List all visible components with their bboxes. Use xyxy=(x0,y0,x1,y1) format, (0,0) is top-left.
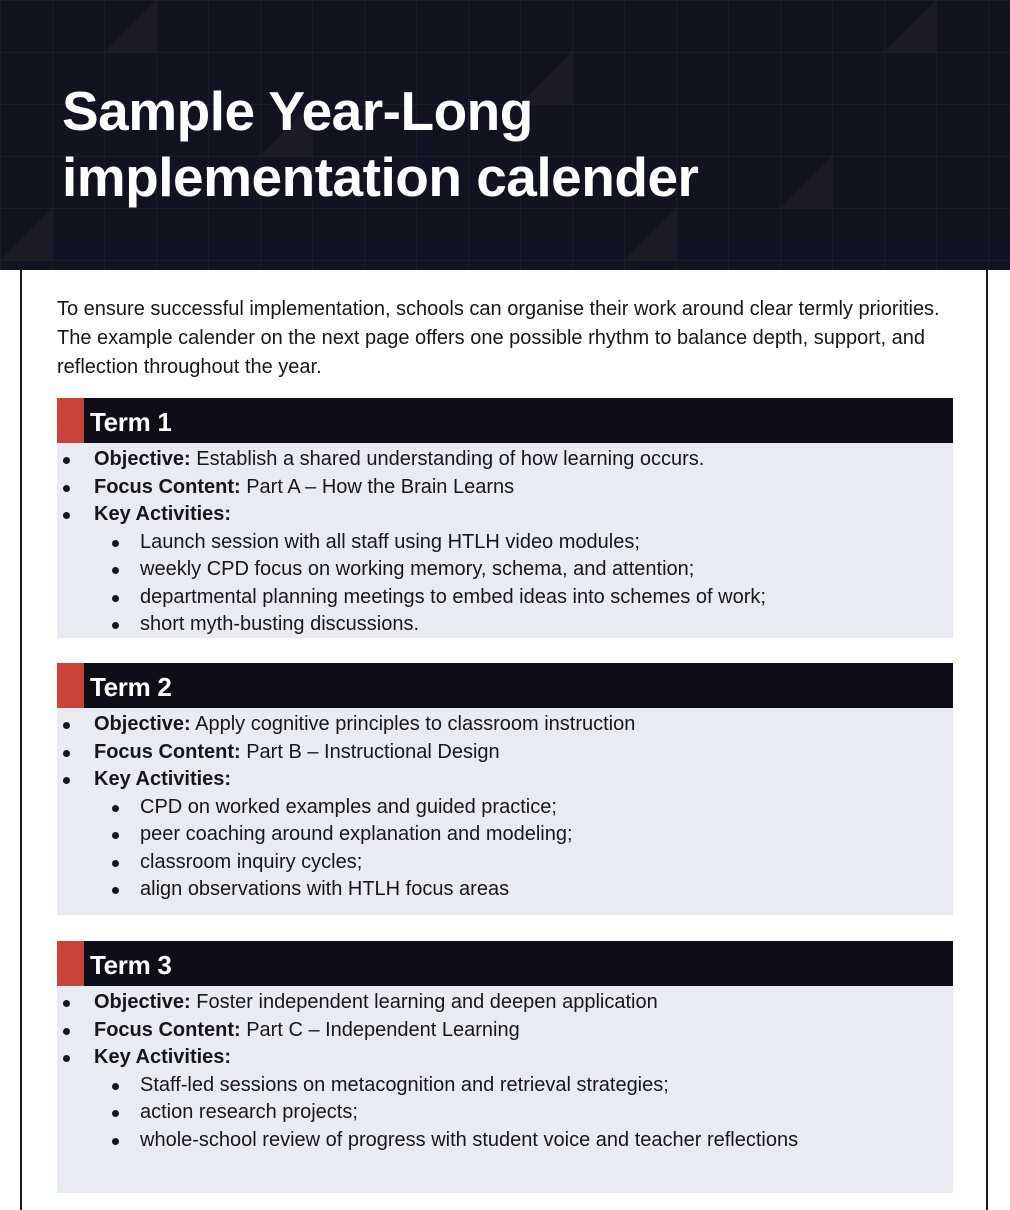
focus-text: Part B – Instructional Design xyxy=(240,740,500,763)
activity-item: short myth-busting discussions. xyxy=(57,611,953,639)
term-3-activities-list xyxy=(94,1072,953,1155)
activity-item: whole-school review of progress with student voice and teacher reflections xyxy=(57,1127,953,1155)
objective-text: Apply cognitive principles to classroom instruction xyxy=(190,713,636,735)
activity-item: weekly CPD focus on working memory, schema, and attention; xyxy=(57,556,953,584)
activity-item: Launch session with all staff using HTLH video modules; xyxy=(57,529,953,557)
term-1-focus xyxy=(57,474,953,502)
term-2-list xyxy=(57,708,953,904)
term-1-list xyxy=(57,443,953,639)
activity-item: align observations with HTLH focus areas xyxy=(57,876,953,904)
term-3-objective xyxy=(57,989,953,1017)
term-2-objective xyxy=(57,711,953,739)
objective-text: Establish a shared understanding of how learning occurs. xyxy=(190,448,705,470)
activity-item: CPD on worked examples and guided practice; xyxy=(57,794,953,822)
objective-label: Objective: xyxy=(94,448,191,470)
header-pattern xyxy=(0,208,52,260)
term-3-title: Term 3 xyxy=(90,950,172,980)
term-3-section xyxy=(57,941,953,1193)
activities-label: Key Activities: xyxy=(94,1046,232,1068)
term-2-section xyxy=(57,663,953,915)
page-title xyxy=(62,78,698,210)
term-1-section xyxy=(57,398,953,638)
header-pattern xyxy=(884,0,936,52)
activities-label: Key Activities: xyxy=(94,768,232,790)
page-title-line-2: implementation calender xyxy=(62,146,699,208)
term-1-header xyxy=(57,398,953,443)
term-1-activities-list xyxy=(94,529,953,639)
header-pattern xyxy=(104,0,156,52)
focus-label: Focus Content: xyxy=(94,475,241,498)
term-accent-bar xyxy=(57,398,84,443)
objective-text: Foster independent learning and deepen application xyxy=(190,991,658,1013)
term-3-focus xyxy=(57,1017,953,1045)
term-3-header xyxy=(57,941,953,986)
term-1-activities xyxy=(57,501,953,639)
term-accent-bar xyxy=(57,941,84,986)
activity-item: peer coaching around explanation and modeling; xyxy=(57,821,953,849)
intro-paragraph: To ensure successful implementation, schools can organise their work around clear termly priorities. The example calender on the next page offers one possible rhythm to balance depth, support, and reflection throughout the year. xyxy=(57,298,940,378)
term-1-title: Term 1 xyxy=(90,407,172,437)
activity-item: classroom inquiry cycles; xyxy=(57,849,953,877)
activity-item: departmental planning meetings to embed ideas into schemes of work; xyxy=(57,584,953,612)
page-header xyxy=(0,0,1010,270)
focus-label: Focus Content: xyxy=(94,740,241,763)
activity-item: action research projects; xyxy=(57,1099,953,1127)
header-pattern xyxy=(624,208,676,260)
term-3-activities xyxy=(57,1044,953,1154)
term-accent-bar xyxy=(57,663,84,708)
focus-label: Focus Content: xyxy=(94,1018,241,1041)
term-2-focus xyxy=(57,739,953,767)
activity-item: Staff-led sessions on metacognition and retrieval strategies; xyxy=(57,1072,953,1100)
header-pattern xyxy=(780,156,832,208)
activities-label: Key Activities: xyxy=(94,503,232,525)
term-2-title: Term 2 xyxy=(90,672,172,702)
page-title-line-1: Sample Year-Long xyxy=(62,80,533,142)
term-2-header xyxy=(57,663,953,708)
focus-text: Part A – How the Brain Learns xyxy=(240,475,515,498)
objective-label: Objective: xyxy=(94,713,191,735)
term-3-list xyxy=(57,986,953,1154)
term-2-activities-list xyxy=(94,794,953,904)
objective-label: Objective: xyxy=(94,991,191,1013)
term-2-activities xyxy=(57,766,953,904)
term-1-objective xyxy=(57,446,953,474)
focus-text: Part C – Independent Learning xyxy=(240,1018,520,1041)
